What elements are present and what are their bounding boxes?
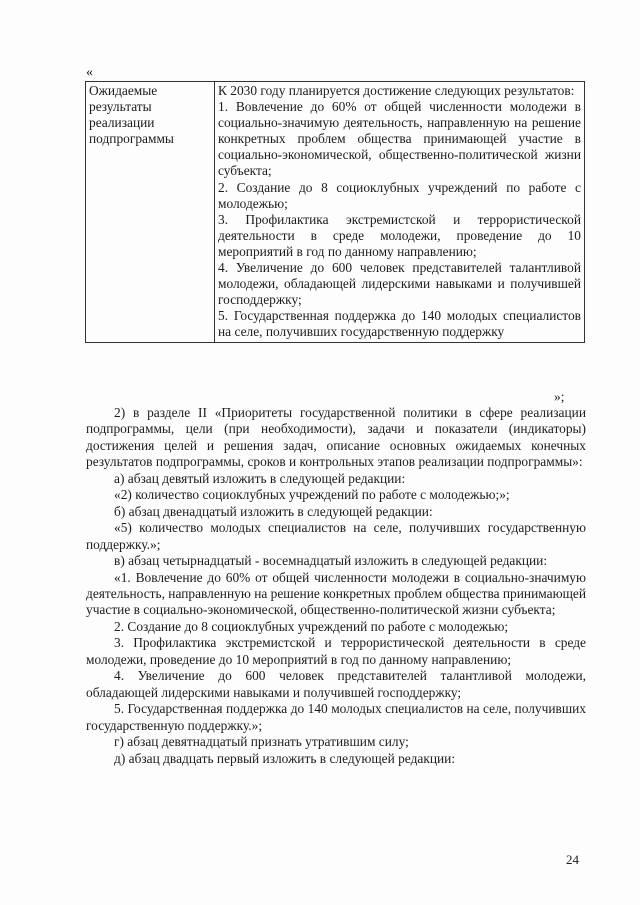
paragraph-b: б) абзац двенадцатый изложить в следующей редакции: bbox=[114, 503, 433, 519]
paragraph-v-item-1: «1. Вовлечение до 60% от общей численности молодежи в социально-значимую деятельность, направленную на решение конкретных проблем общества принимающей участие в социально-экономической, общественно-политической жизни субъекта; bbox=[86, 569, 586, 618]
paragraph-a-text: «2) количество социоклубных учреждений по работе с молодежью;»; bbox=[114, 487, 510, 503]
paragraph-v: в) абзац четырнадцатый - восемнадцатый изложить в следующей редакции: bbox=[114, 553, 548, 569]
paragraph-a: а) абзац девятый изложить в следующей редакции: bbox=[114, 470, 406, 486]
subprogram-results-table bbox=[85, 81, 585, 343]
table-label-cell: Ожидаемые результаты реализации подпрограммы bbox=[86, 82, 215, 343]
amendment-text bbox=[86, 405, 586, 767]
result-item-1: 1. Вовлечение до 60% от общей численности молодежи в социально-значимую деятельность, направленную на решение конкретных проблем общества принимающей участие в социально-экономической, общественно-политической жизни субъекта; bbox=[218, 99, 581, 179]
result-item-3: 3. Профилактика экстремистской и террористической деятельности в среде молодежи, проведение до 10 мероприятий в год по данному направлению; bbox=[218, 211, 581, 259]
paragraph-d: д) абзац двадцать первый изложить в следующей редакции: bbox=[114, 750, 456, 766]
paragraph-v-item-5: 5. Государственная поддержка до 140 молодых специалистов на селе, получивших государственную поддержку.»; bbox=[86, 701, 586, 733]
result-item-4: 4. Увеличение до 600 человек представителей талантливой молодежи, обладающей лидерскими навыками и получившей господдержку; bbox=[218, 260, 581, 308]
paragraph-b-text: «5) количество молодых специалистов на селе, получивших государственную поддержку.»; bbox=[86, 520, 586, 552]
page-number: 24 bbox=[566, 852, 579, 867]
paragraph-section-2: 2) в разделе II «Приоритеты государственной политики в сфере реализации подпрограммы, цели (при необходимости), задачи и показатели (индикаторы) достижения целей и решения задач, описание основных ожидаемых конечных результатов подпрограммы, сроков и контрольных этапов реализации подпрограммы»: bbox=[86, 405, 586, 470]
result-item-2: 2. Создание до 8 социоклубных учреждений по работе с молодежью; bbox=[218, 179, 581, 211]
paragraph-v-item-2: 2. Создание до 8 социоклубных учреждений по работе с молодежью; bbox=[114, 618, 509, 634]
opening-quote-mark: « bbox=[86, 65, 93, 80]
results-intro: К 2030 году планируется достижение следующих результатов: bbox=[218, 83, 575, 98]
result-item-5: 5. Государственная поддержка до 140 молодых специалистов на селе, получивших государственную поддержку bbox=[218, 308, 581, 340]
table-content-cell bbox=[215, 82, 585, 343]
table-row bbox=[86, 82, 585, 343]
closing-quote-mark: »; bbox=[554, 389, 565, 404]
paragraph-v-item-4: 4. Увеличение до 600 человек представителей талантливой молодежи, обладающей лидерскими навыками и получившей господдержку; bbox=[86, 668, 586, 700]
paragraph-v-item-3: 3. Профилактика экстремистской и террористической деятельности в среде молодежи, проведение до 10 мероприятий в год по данному направлению; bbox=[86, 635, 586, 667]
paragraph-g: г) абзац девятнадцатый признать утратившим силу; bbox=[114, 734, 409, 750]
